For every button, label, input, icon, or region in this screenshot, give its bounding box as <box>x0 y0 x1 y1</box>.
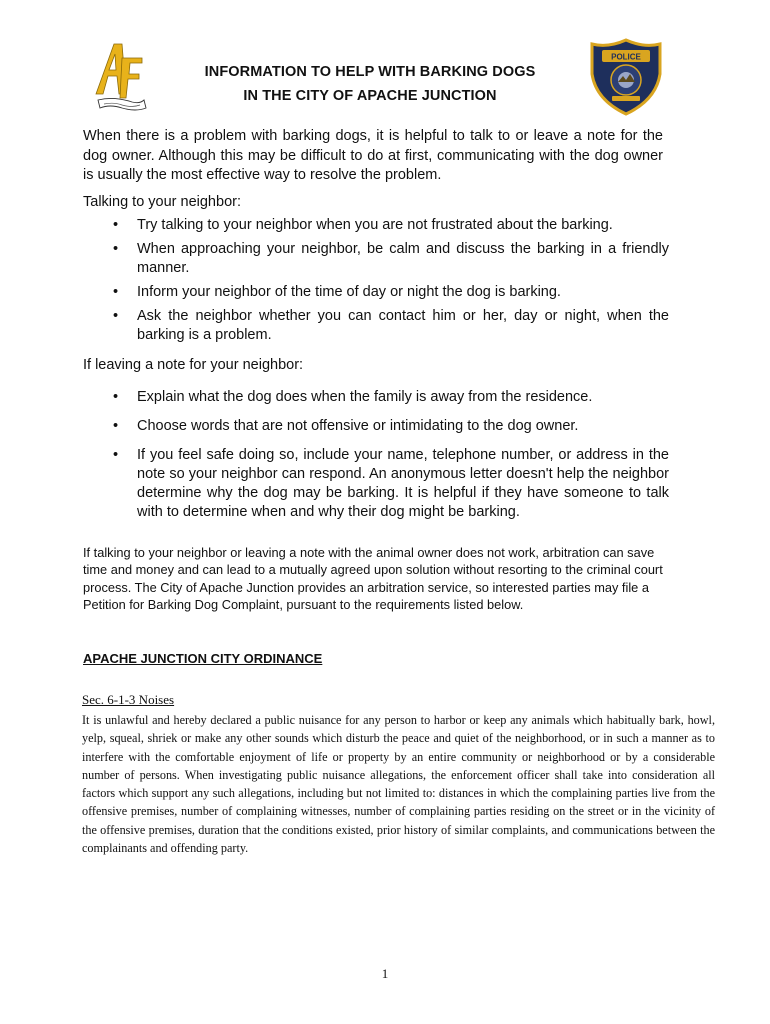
page-title-line2: IN THE CITY OF APACHE JUNCTION <box>243 88 497 104</box>
list-item <box>83 388 669 407</box>
section-body: It is unlawful and hereby declared a public nuisance for any person to harbor or keep any animals which habitually bark, howl, yelp, squeal, shriek or make any other sounds which disturb the peace and quiet of the neighborhood, or in such a manner as to interfere with the comfortable enjoyment of life or property by an entire community or neighborhood or by a considerable number of persons. When investigating public nuisance allegations, the enforcement officer shall take into consideration all factors which support any such allegations, including but not limited to: distances in which the complaining parties live from the offensive premises, number of complaining witnesses, number of complaining parties residing on the street or in the vicinity of the offensive premises, duration that the conditions existed, prior history of similar complaints, and communications between the complainants and offending party. <box>82 713 715 856</box>
ordinance-heading: APACHE JUNCTION CITY ORDINANCE <box>83 651 323 666</box>
page-title-line1: INFORMATION TO HELP WITH BARKING DOGS <box>204 64 536 80</box>
list-item-text: Inform your neighbor of the time of day or night the dog is barking. <box>137 284 561 300</box>
list-item-text: Choose words that are not offensive or intimidating to the dog owner. <box>137 418 579 434</box>
bullet-icon: • <box>113 284 119 300</box>
list-item-text: If you feel safe doing so, include your name, telephone number, or address in the note so your neighbor can respond. An anonymous letter doesn't help the neighbor determine why the dog may be barking. It is helpful if they have someone to talk with to determine when and why their dog might be barking. <box>137 447 669 520</box>
bullet-icon: • <box>113 217 119 233</box>
arbitration-paragraph: If talking to your neighbor or leaving a note with the animal owner does not work, arbitration can save time and money and can lead to a mutually agreed upon solution without resorting to the criminal court process. The City of Apache Junction provides an arbitration service, so interested parties may file a Petition for Barking Dog Complaint, pursuant to the requirements listed below. <box>83 545 663 612</box>
bullet-icon: • <box>113 241 119 257</box>
bullet-icon: • <box>113 308 119 324</box>
list-item-text: Try talking to your neighbor when you are not frustrated about the barking. <box>137 217 613 233</box>
list-item-text: Ask the neighbor whether you can contact him or her, day or night, when the barking is a problem. <box>137 308 669 343</box>
list-item <box>83 216 669 235</box>
bullet-icon: • <box>113 447 119 463</box>
talking-list <box>83 216 669 350</box>
list-item-text: When approaching your neighbor, be calm and discuss the barking in a friendly manner. <box>137 241 669 276</box>
apache-junction-logo-icon <box>92 38 150 114</box>
list-item <box>83 417 669 436</box>
bullet-icon: • <box>113 389 119 405</box>
list-item <box>83 240 669 278</box>
police-badge-icon <box>590 38 662 116</box>
note-list <box>83 388 669 532</box>
list-item <box>83 446 669 522</box>
list-item-text: Explain what the dog does when the family is away from the residence. <box>137 389 593 405</box>
list-item <box>83 307 669 345</box>
note-heading: If leaving a note for your neighbor: <box>83 357 304 373</box>
intro-paragraph: When there is a problem with barking dogs, it is helpful to talk to or leave a note for the dog owner. Although this may be difficult to do at first, communicating with the dog owner is usually the most effective way to resolve the problem. <box>83 128 663 183</box>
svg-text:POLICE: POLICE <box>611 52 641 62</box>
list-item <box>83 283 669 302</box>
section-heading: Sec. 6-1-3 Noises <box>82 692 175 707</box>
bullet-icon: • <box>113 418 119 434</box>
page-number: 1 <box>381 966 389 981</box>
talking-heading: Talking to your neighbor: <box>83 194 241 210</box>
